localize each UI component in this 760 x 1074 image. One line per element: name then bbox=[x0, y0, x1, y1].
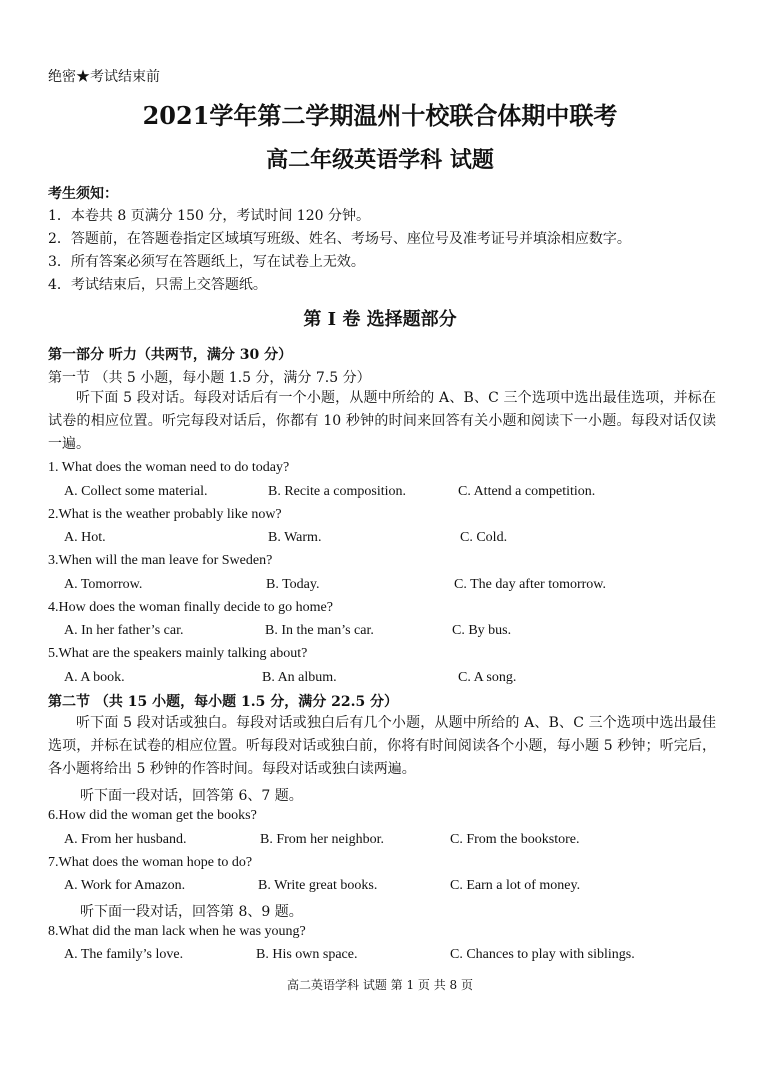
question-3: 3.When will the man leave for Sweden? bbox=[48, 553, 273, 568]
exam-subtitle: 高二年级英语学科 试题 bbox=[266, 147, 494, 173]
notice-item: 2．答题前，在答题卷指定区域填写班级、姓名、考场号、座位号及准考证号并填涂相应数字。 bbox=[48, 231, 631, 247]
option-b: B. Today. bbox=[266, 577, 320, 592]
option-c: C. By bus. bbox=[452, 623, 512, 638]
option-b: B. An album. bbox=[262, 670, 337, 685]
question-8: 8.What did the man lack when he was young? bbox=[48, 924, 306, 939]
option-b: B. His own space. bbox=[256, 947, 358, 962]
question-7: 7.What does the woman hope to do? bbox=[48, 855, 253, 870]
option-a: A. A book. bbox=[64, 670, 125, 685]
listen-6-7: 听下面一段对话，回答第 6、7 题。 bbox=[80, 788, 303, 804]
question-2: 2.What is the weather probably like now? bbox=[48, 507, 282, 522]
section2-instruction: 听下面 5 段对话或独白。每段对话或独白后有几个小题，从题中所给的 A、B、C 三个选项中选出最佳选项，并标在试卷的相应位置。听每段对话或独白前，你将有时间阅读各个小题，每小题 5 秒钟；听完后，各小题将给出 5 秒钟的作答时间。每段对话或独白读两遍。 bbox=[48, 715, 716, 777]
option-a: A. Work for Amazon. bbox=[64, 878, 186, 893]
notice-item: 3．所有答案必须写在答题纸上，写在试卷上无效。 bbox=[48, 254, 365, 270]
notice-item: 4．考试结束后，只需上交答题纸。 bbox=[48, 277, 267, 293]
option-b: B. Write great books. bbox=[258, 878, 378, 893]
option-c: C. A song. bbox=[458, 670, 517, 685]
option-b: B. In the man’s car. bbox=[265, 623, 374, 638]
section1-instruction: 听下面 5 段对话。每段对话后有一个小题，从题中所给的 A、B、C 三个选项中选出最佳选项，并标在试卷的相应位置。听完每段对话后，你都有 10 秒钟的时间来回答有关小题和阅读下一小题。每段对话仅读一遍。 bbox=[48, 390, 716, 452]
option-c: C. The day after tomorrow. bbox=[454, 577, 607, 592]
notice-heading: 考生须知： bbox=[48, 186, 118, 202]
listen-8-9: 听下面一段对话，回答第 8、9 题。 bbox=[80, 904, 303, 920]
option-c: C. From the bookstore. bbox=[450, 832, 580, 847]
confidential-label: 绝密★考试结束前 bbox=[48, 69, 160, 85]
option-b: B. Warm. bbox=[268, 530, 322, 545]
exam-title: 2021学年第二学期温州十校联合体期中联考 bbox=[142, 101, 618, 130]
option-a: A. Collect some material. bbox=[64, 484, 208, 499]
notice-item: 1．本卷共 8 页满分 150 分，考试时间 120 分钟。 bbox=[48, 208, 370, 224]
option-c: C. Cold. bbox=[460, 530, 508, 545]
page-footer: 高二英语学科 试题 第 1 页 共 8 页 bbox=[287, 978, 473, 992]
section1-heading: 第一节 （共 5 小题，每小题 1.5 分，满分 7.5 分） bbox=[48, 370, 371, 386]
volume-title: 第 I 卷 选择题部分 bbox=[303, 309, 457, 330]
option-c: C. Earn a lot of money. bbox=[450, 878, 581, 893]
option-a: A. In her father’s car. bbox=[64, 623, 184, 638]
question-4: 4.How does the woman finally decide to go home? bbox=[48, 600, 333, 615]
option-a: A. The family’s love. bbox=[64, 947, 184, 962]
option-b: B. From her neighbor. bbox=[260, 832, 385, 847]
option-a: A. Hot. bbox=[64, 530, 106, 545]
option-c: C. Chances to play with siblings. bbox=[450, 947, 635, 962]
option-c: C. Attend a competition. bbox=[458, 484, 596, 499]
part1-heading: 第一部分 听力（共两节，满分 30 分） bbox=[48, 347, 293, 363]
option-a: A. Tomorrow. bbox=[64, 577, 143, 592]
option-a: A. From her husband. bbox=[64, 832, 187, 847]
question-6: 6.How did the woman get the books? bbox=[48, 808, 257, 823]
question-1: 1. What does the woman need to do today? bbox=[48, 460, 290, 475]
section2-heading: 第二节 （共 15 小题，每小题 1.5 分，满分 22.5 分） bbox=[48, 694, 399, 710]
question-5: 5.What are the speakers mainly talking about? bbox=[48, 646, 308, 661]
option-b: B. Recite a composition. bbox=[268, 484, 407, 499]
